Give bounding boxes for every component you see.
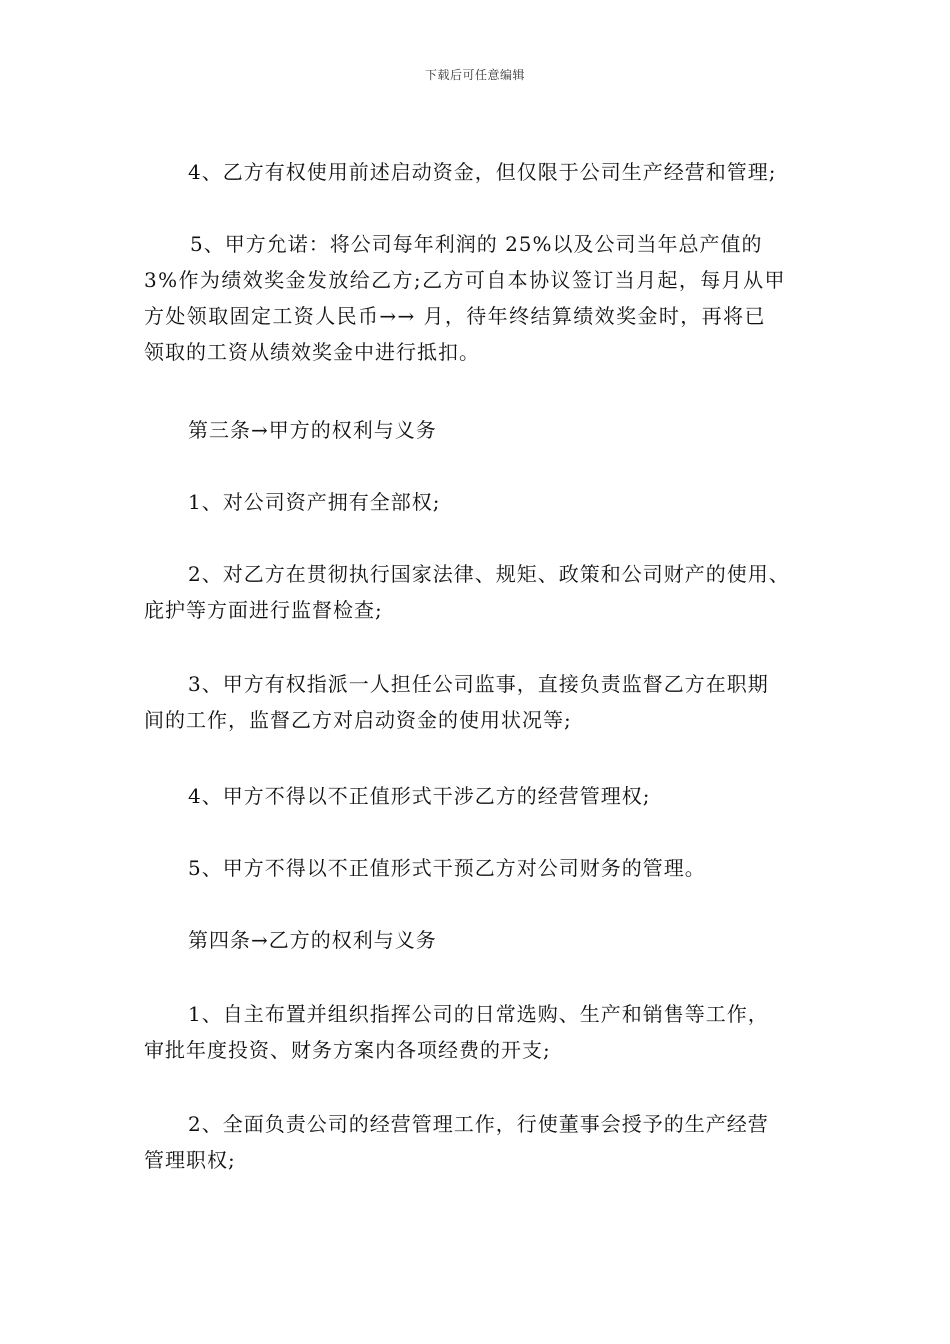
- paragraph-party-b-2: [144, 1106, 824, 1178]
- paragraph-party-b-1: [144, 996, 824, 1068]
- text-line: 2、对乙方在贯彻执行国家法律、规矩、政策和公司财产的使用、: [188, 562, 790, 586]
- paragraph-right-4: [144, 154, 824, 190]
- text-line: 管理职权;: [144, 1148, 236, 1172]
- text-line: 3、甲方有权指派一人担任公司监事，直接负责监督乙方在职期: [188, 672, 769, 696]
- text-line: 4、乙方有权使用前述启动资金，但仅限于公司生产经营和管理;: [188, 160, 777, 184]
- text-line: 第三条→甲方的权利与义务: [188, 418, 437, 442]
- text-line: 2、全面负责公司的经营管理工作，行使董事会授予的生产经营: [188, 1112, 769, 1136]
- text-line: 1、自主布置并组织指挥公司的日常选购、生产和销售等工作，: [188, 1002, 769, 1026]
- text-line: 5、甲方不得以不正值形式干预乙方对公司财务的管理。: [188, 856, 706, 880]
- text-line: 第四条→乙方的权利与义务: [188, 928, 437, 952]
- text-line: 领取的工资从绩效奖金中进行抵扣。: [144, 340, 480, 364]
- paragraph-right-5: [144, 226, 824, 370]
- text-line: 间的工作，监督乙方对启动资金的使用状况等;: [144, 708, 572, 732]
- paragraph-party-a-4: [144, 778, 824, 814]
- paragraph-party-a-5: [144, 850, 824, 886]
- section-heading-article-4: [144, 922, 824, 958]
- text-line: 4、甲方不得以不正值形式干涉乙方的经营管理权;: [188, 784, 651, 808]
- text-line: 1、对公司资产拥有全部权;: [188, 490, 441, 514]
- text-line: 方处领取固定工资人民币→→ 月，待年终结算绩效奖金时，再将已: [144, 304, 766, 328]
- text-line: 庇护等方面进行监督检查;: [144, 598, 383, 622]
- text-line: 5、甲方允诺：将公司每年利润的 25%以及公司当年总产值的: [190, 232, 763, 256]
- paragraph-party-a-3: [144, 666, 824, 738]
- text-line: 审批年度投资、财务方案内各项经费的开支;: [144, 1038, 551, 1062]
- page-header: 下载后可任意编辑: [424, 68, 525, 82]
- paragraph-party-a-1: [144, 484, 824, 520]
- paragraph-party-a-2: [144, 556, 824, 628]
- section-heading-article-3: [144, 412, 824, 448]
- text-line: 3%作为绩效奖金发放给乙方;乙方可自本协议签订当月起，每月从甲: [144, 268, 786, 292]
